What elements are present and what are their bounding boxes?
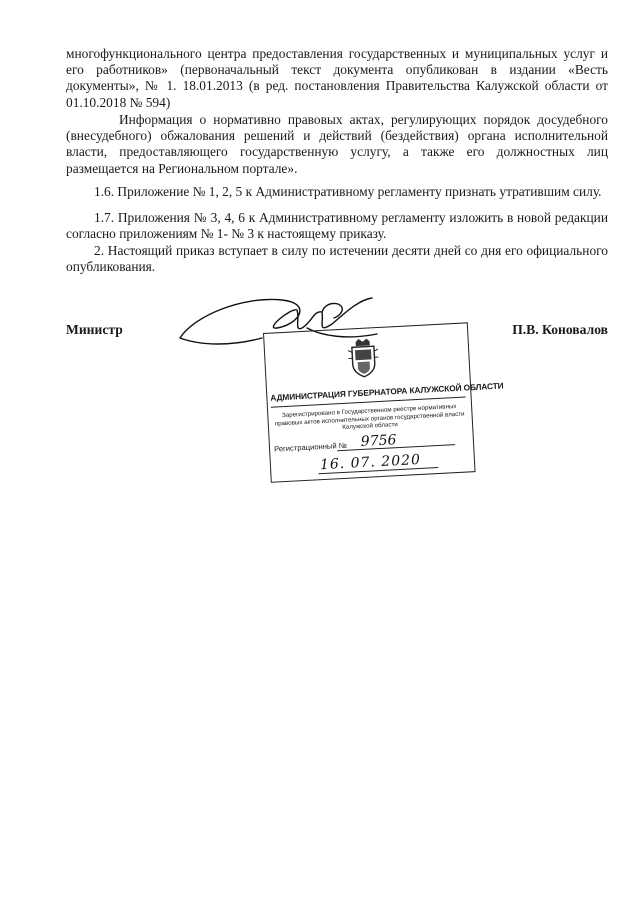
paragraph-1-6: 1.6. Приложение № 1, 2, 5 к Административному регламенту признать утратившим силу. <box>94 184 602 199</box>
stamp-date: 16. 07. 2020 <box>319 451 422 474</box>
paragraph-info: Информация о нормативно правовых актах, регулирующих порядок досудебного (внесудебного) обжалования решений и действий (бездействия) органа исполнительной власти, предоставляющего государственную услугу, а также его должностных лиц размещается на Региональном портале». <box>66 112 608 176</box>
stamp-title: АДМИНИСТРАЦИЯ ГУБЕРНАТОРА КАЛУЖСКОЙ ОБЛАСТИ <box>270 380 504 403</box>
stamp-body: Зарегистрировано в Государственном реестре нормативных правовых актов исполнительных органов государственной власти Калужской области <box>274 402 465 431</box>
stamp-reg-label: Регистрационный № <box>273 440 348 454</box>
registration-stamp <box>263 322 504 483</box>
position-title: Министр <box>66 322 123 337</box>
stamp-reg-number: 9756 <box>360 432 397 451</box>
coat-of-arms-icon <box>345 337 381 379</box>
paragraph-2: 2. Настоящий приказ вступает в силу по истечении десяти дней со дня его официального опубликования. <box>66 243 608 275</box>
paragraph-continuation: многофункционального центра предоставления государственных и муниципальных услуг и его работников» (первоначальный текст документа опубликован в издании «Весть документы», № 1. 18.01.2013 (в ред. постановления Правительства Калужской области от 01.10.2018 № 594) <box>66 46 608 110</box>
paragraph-1-7: 1.7. Приложения № 3, 4, 6 к Административному регламенту изложить в новой редакции согласно приложениям № 1- № 3 к настоящему приказу. <box>66 210 608 242</box>
signatory-name: П.В. Коновалов <box>512 322 608 337</box>
